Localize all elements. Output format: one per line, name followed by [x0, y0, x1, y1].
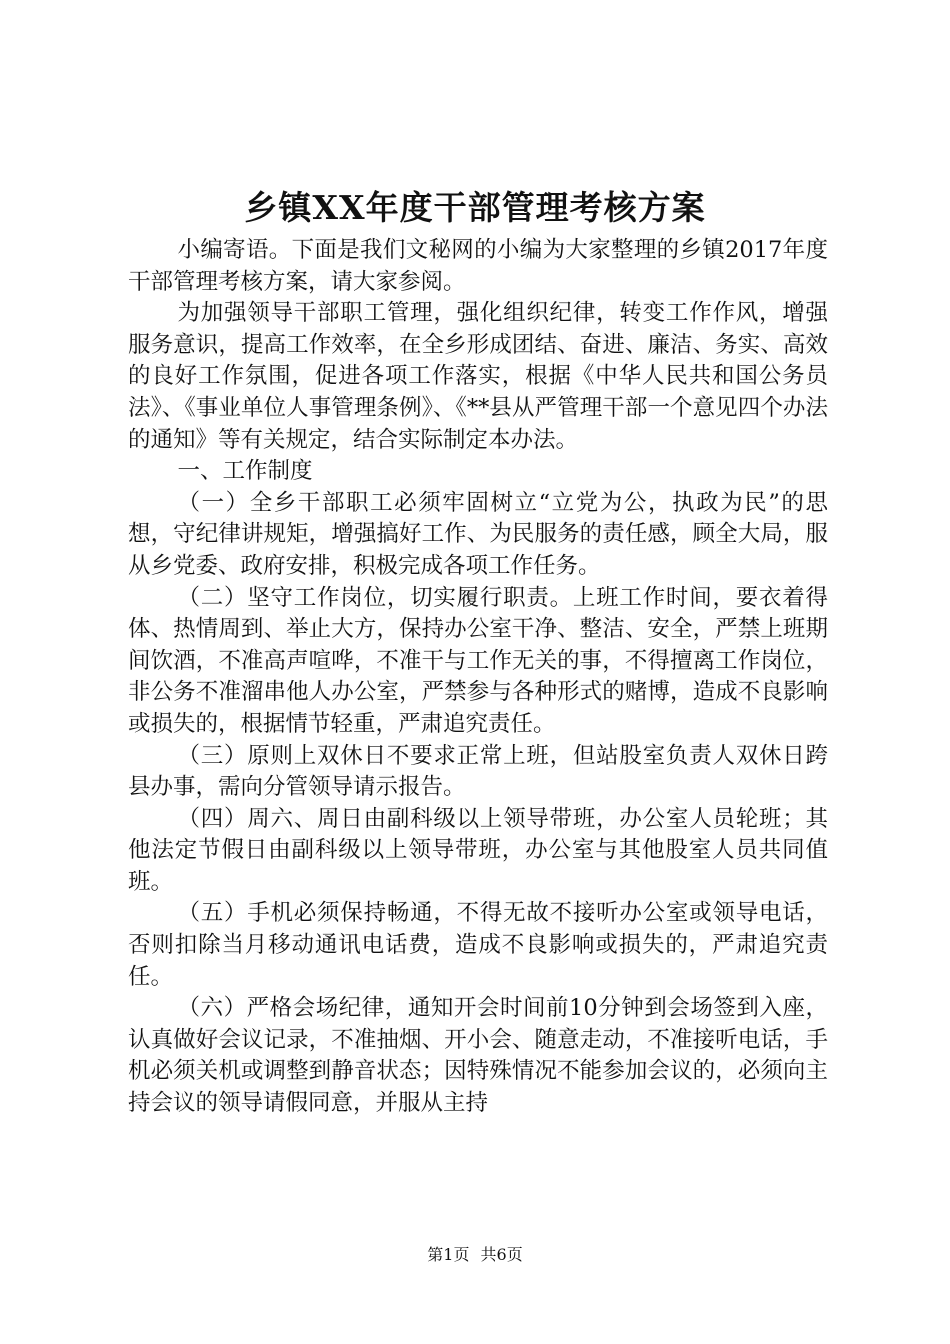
paragraph-item-4: （四）周六、周日由副科级以上领导带班，办公室人员轮班；其他法定节假日由副科级以上领导带班，办公室与其他股室人员共同值班。 — [128, 805, 828, 895]
paragraph-item-1: （一）全乡干部职工必须牢固树立“立党为公，执政为民”的思想，守纪律讲规矩，增强搞好工作、为民服务的责任感，顾全大局，服从乡党委、政府安排，积极完成各项工作任务。 — [128, 489, 828, 579]
paragraph-item-5: （五）手机必须保持畅通，不得无故不接听办公室或领导电话，否则扣除当月移动通讯电话费，造成不良影响或损失的，严肃追究责任。 — [128, 900, 828, 990]
paragraph-item-2: （二）坚守工作岗位，切实履行职责。上班工作时间，要衣着得体、热情周到、举止大方，保持办公室干净、整洁、安全，严禁上班期间饮酒，不准高声喧哗，不准干与工作无关的事，不得擅离工作岗位，非公务不准溜串他人办公室，严禁参与各种形式的赌博，造成不良影响或损失的，根据情节轻重，严肃追究责任。 — [128, 584, 828, 737]
page-number: 第1页 — [427, 1245, 470, 1264]
document-title: 乡镇XX年度干部管理考核方案 — [244, 188, 706, 227]
paragraph-purpose: 为加强领导干部职工管理，强化组织纪律，转变工作作风，增强服务意识，提高工作效率，在全乡形成团结、奋进、廉洁、务实、高效的良好工作氛围，促进各项工作落实，根据《中华人民共和国公务员法》、《事业单位人事管理条例》、《**县从严管理干部一个意见四个办法的通知》等有关规定，结合实际制定本办法。 — [128, 300, 828, 453]
section-heading: 一、工作制度 — [177, 458, 313, 485]
page-footer — [0, 1244, 950, 1266]
paragraph-item-3: （三）原则上双休日不要求正常上班，但站股室负责人双休日跨县办事，需向分管领导请示报告。 — [128, 742, 828, 801]
paragraph-intro: 小编寄语。下面是我们文秘网的小编为大家整理的乡镇2017年度干部管理考核方案，请大家参阅。 — [128, 237, 828, 295]
document-body — [128, 235, 828, 1120]
page-total: 共6页 — [480, 1245, 523, 1264]
paragraph-item-6: （六）严格会场纪律，通知开会时间前10分钟到会场签到入座，认真做好会议记录，不准抽烟、开小会、随意走动，不准接听电话，手机必须关机或调整到静音状态；因特殊情况不能参加会议的，必须向主持会议的领导请假同意，并服从主持 — [128, 995, 828, 1117]
